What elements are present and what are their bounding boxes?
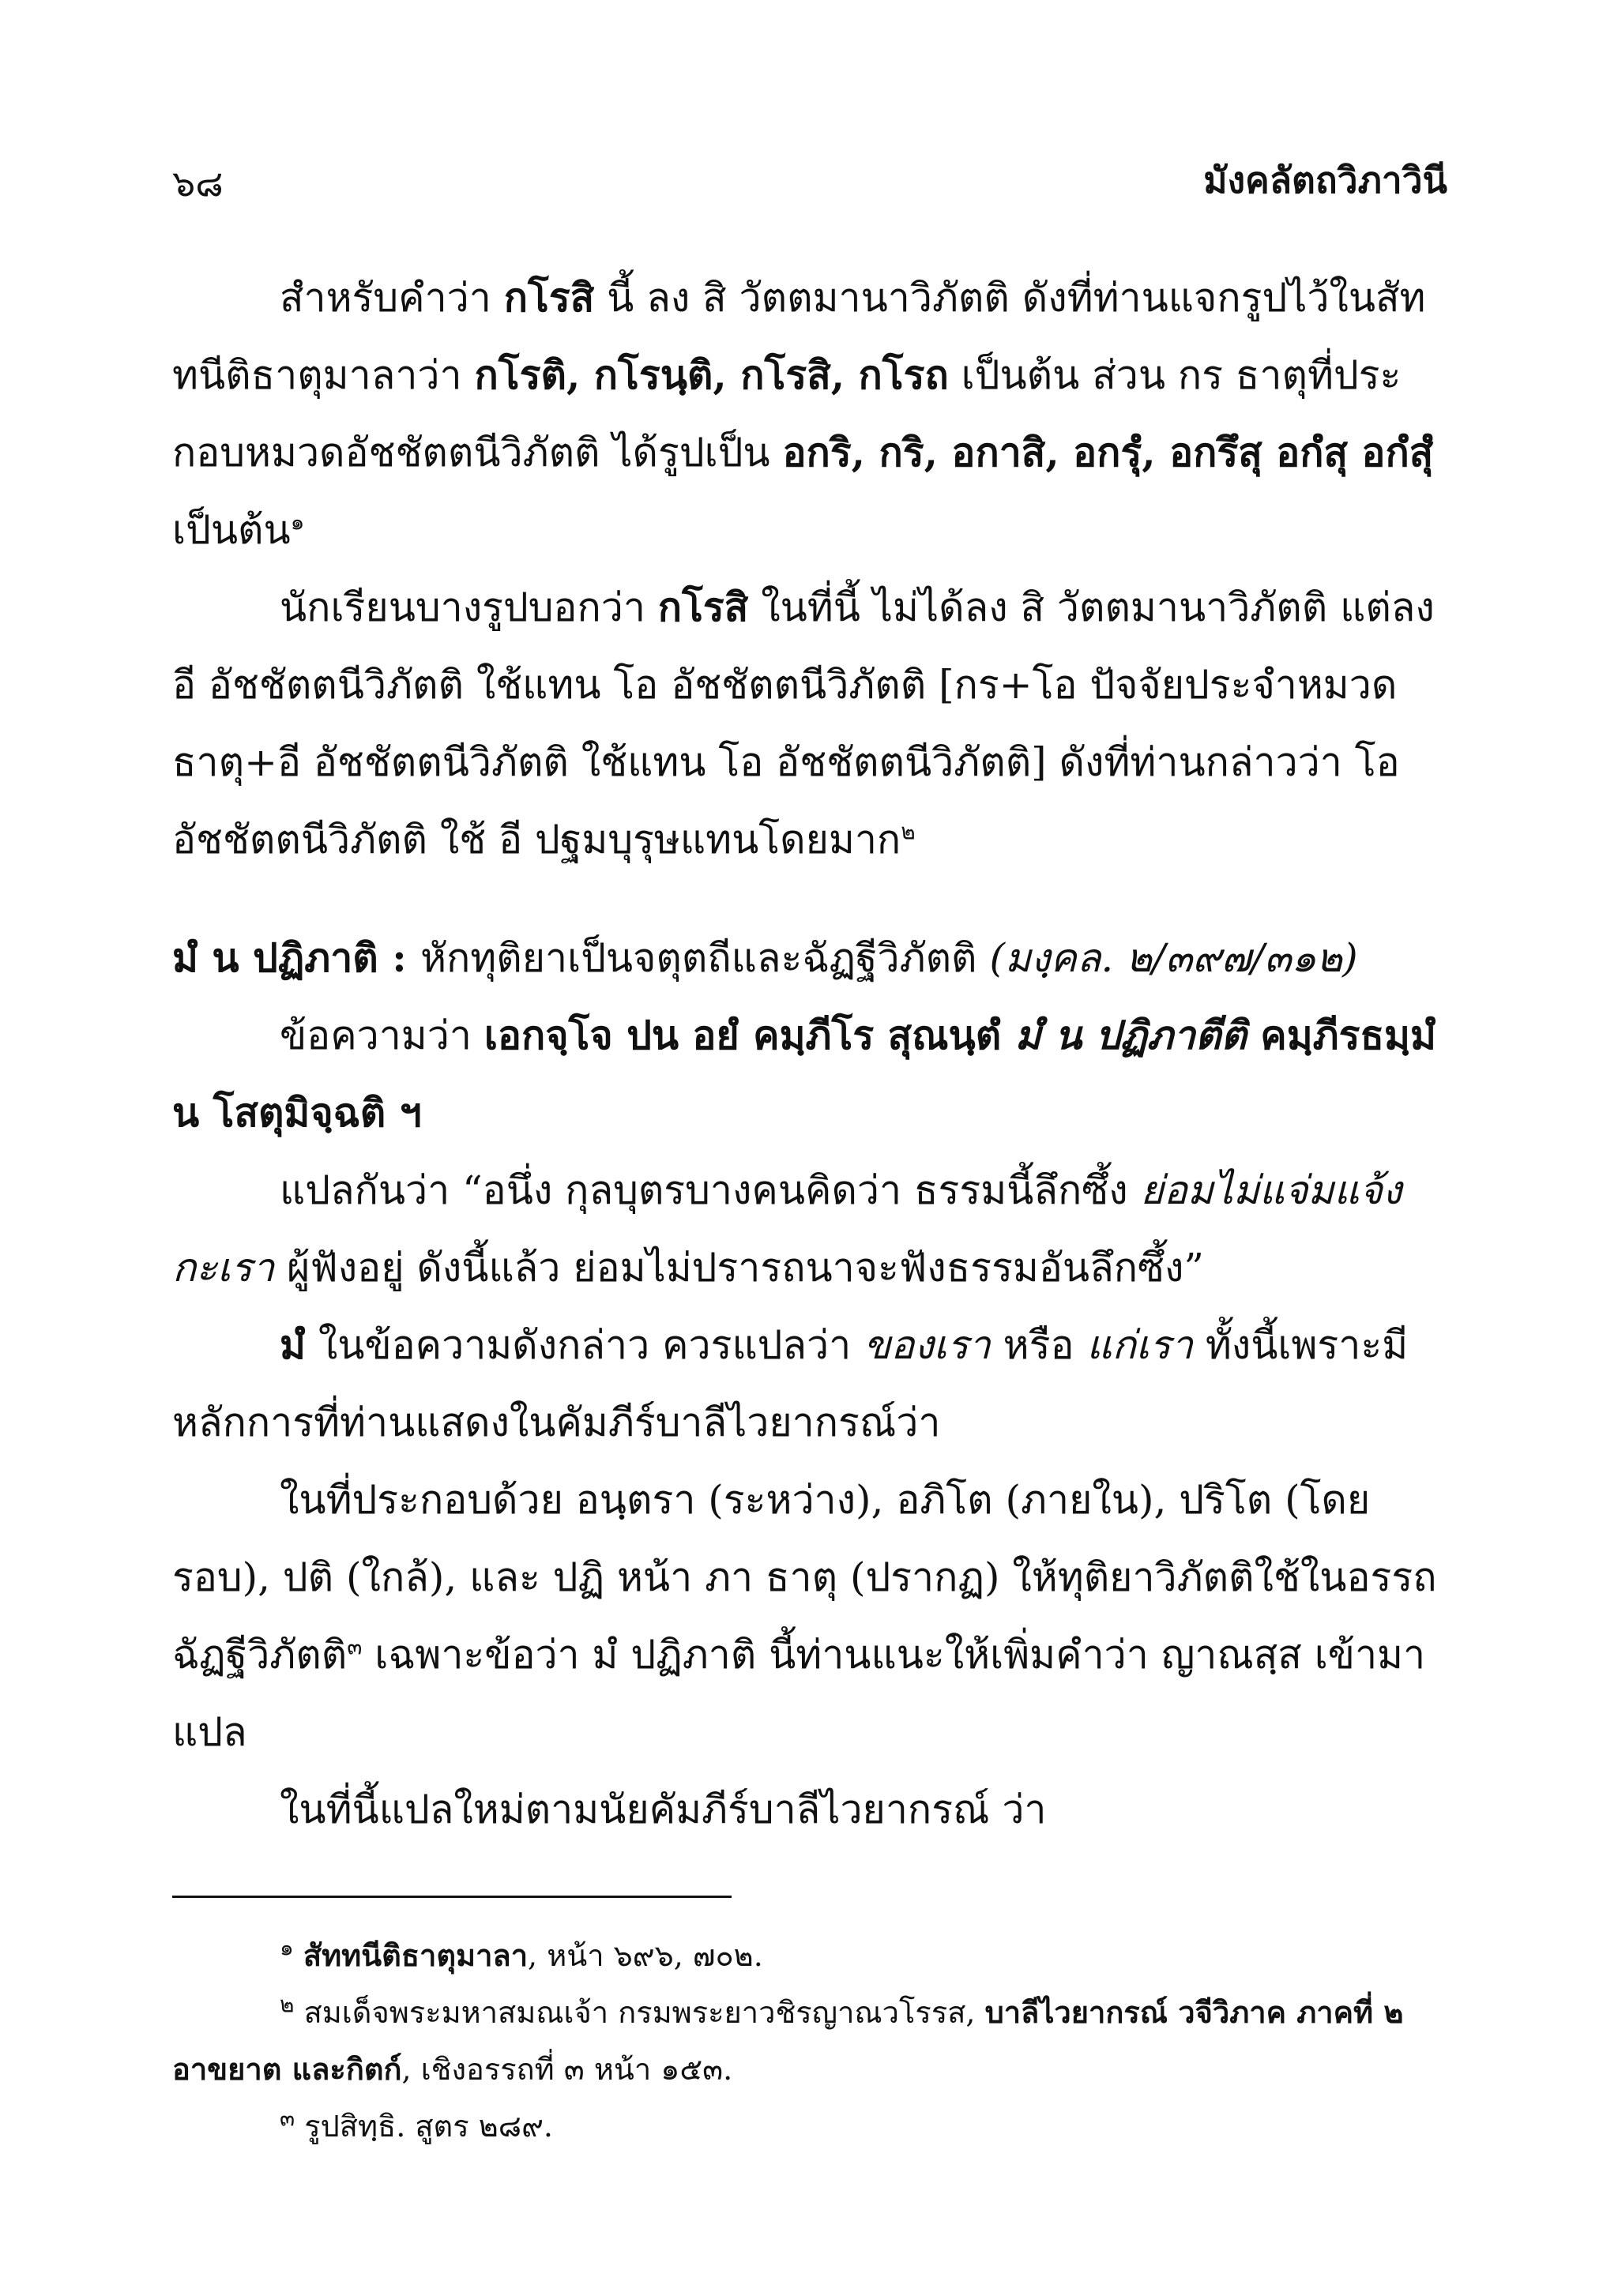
page-number: ๖๘ [172, 162, 224, 205]
source-reference: (มงฺคล. ๒/๓๙๗/๓๑๒) [989, 935, 1358, 981]
footnote-ref-2[interactable]: ๒ [901, 818, 916, 845]
running-title: มังคลัตถวิภาวินี [1203, 159, 1447, 201]
footnote-ref-1[interactable]: ๑ [290, 509, 305, 535]
footnote-3: $^๓$ รูปสิทฺธิ. สูตร ๒๘๙. [280, 2105, 553, 2144]
paragraph-6: ในที่ประกอบด้วย อนฺตรา (ระหว่าง), อภิโต (ภายใน), ปริโต (โดยรอบ), ปติ (ใกล้), และ ปฏิ หน้า ภา ธาตุ (ปรากฏ) ให้ทุติยาวิภัตติใช้ในอรรถฉัฏฐีวิภัตติ$^๓$ เฉพาะข้อว่า มํ ปฏิภาติ นี้ท่านแนะให้เพิ่มคำว่า ญาณสฺส เข้ามาแปล [172, 1477, 1437, 1755]
footnote-2: $^๒$ สมเด็จพระมหาสมณเจ้า กรมพระยาวชิรญาณวโรรส, บาลีไวยากรณ์ วจีวิภาค ภาคที่ ๒ อาขยาต และกิตก์, เชิงอรรถที่ ๓ หน้า ๑๕๓. [172, 1991, 1404, 2087]
section-heading: มํ น ปฏิภาติ : หักทุติยาเป็นจตุตถีและฉัฏฐีวิภัตติ (มงฺคล. ๒/๓๙๗/๓๑๒) [172, 934, 1358, 981]
paragraph-5: มํ ในข้อความดังกล่าว ควรแปลว่า ของเรา หรือ แก่เรา ทั้งนี้เพราะมีหลักการที่ท่านแสดงในคัมภีร์บาลีไวยากรณ์ว่า [172, 1321, 1409, 1445]
paragraph-1: สำหรับคำว่า กโรสิ นี้ ลง สิ วัตตมานาวิภัตติ ดังที่ท่านแจกรูปไว้ในสัททนีติธาตุมาลาว่า กโรติ, กโรนฺติ, กโรสิ, กโรถ เป็นต้น ส่วน กร ธาตุที่ประกอบหมวดอัชชัตตนีวิภัตติ ได้รูปเป็น อกริ, กริ, อกาสิ, อกรุํ, อกรึสุ อกํสุ อกํสุํ เป็นต้น$^๑$ [172, 274, 1434, 553]
body-text [172, 259, 1446, 1848]
paragraph-7: ในที่นี้แปลใหม่ตามนัยคัมภีร์บาลีไวยากรณ์ ว่า [280, 1787, 1047, 1832]
paragraph-4: แปลกันว่า “อนึ่ง กุลบุตรบางคนคิดว่า ธรรมนี้ลึกซึ้ง ย่อมไม่แจ่มแจ้งกะเรา ผู้ฟังอยู่ ดังนี้แล้ว ย่อมไม่ปรารถนาจะฟังธรรมอันลึกซึ้ง” [172, 1167, 1402, 1291]
footnotes [172, 1927, 1446, 2155]
paragraph-2: นักเรียนบางรูปบอกว่า กโรสิ ในที่นี้ ไม่ได้ลง สิ วัตตมานาวิภัตติ แต่ลง อี อัชชัตตนีวิภัตติ ใช้แทน โอ อัชชัตตนีวิภัตติ [กร+โอ ปัจจัยประจำหมวดธาตุ+อี อัชชัตตนีวิภัตติ ใช้แทน โอ อัชชัตตนีวิภัตติ] ดังที่ท่านกล่าวว่า โอ อัชชัตตนีวิภัตติ ใช้ อี ปฐมบุรุษแทนโดยมาก$^๒$ [172, 584, 1435, 862]
footnote-ref-3[interactable]: ๓ [347, 1633, 363, 1660]
footnote-1: $^๑$ สัททนีติธาตุมาลา, หน้า ๖๙๖, ๗๐๒. [280, 1934, 763, 1973]
footnote-divider [172, 1896, 732, 1898]
paragraph-3: ข้อความว่า เอกจฺโจ ปน อยํ คมฺภีโร สุณนฺตํ มํ น ปฏิภาตีติ คมฺภีรธมฺมํ น โสตุมิจฺฉติ ฯ [172, 1012, 1436, 1136]
